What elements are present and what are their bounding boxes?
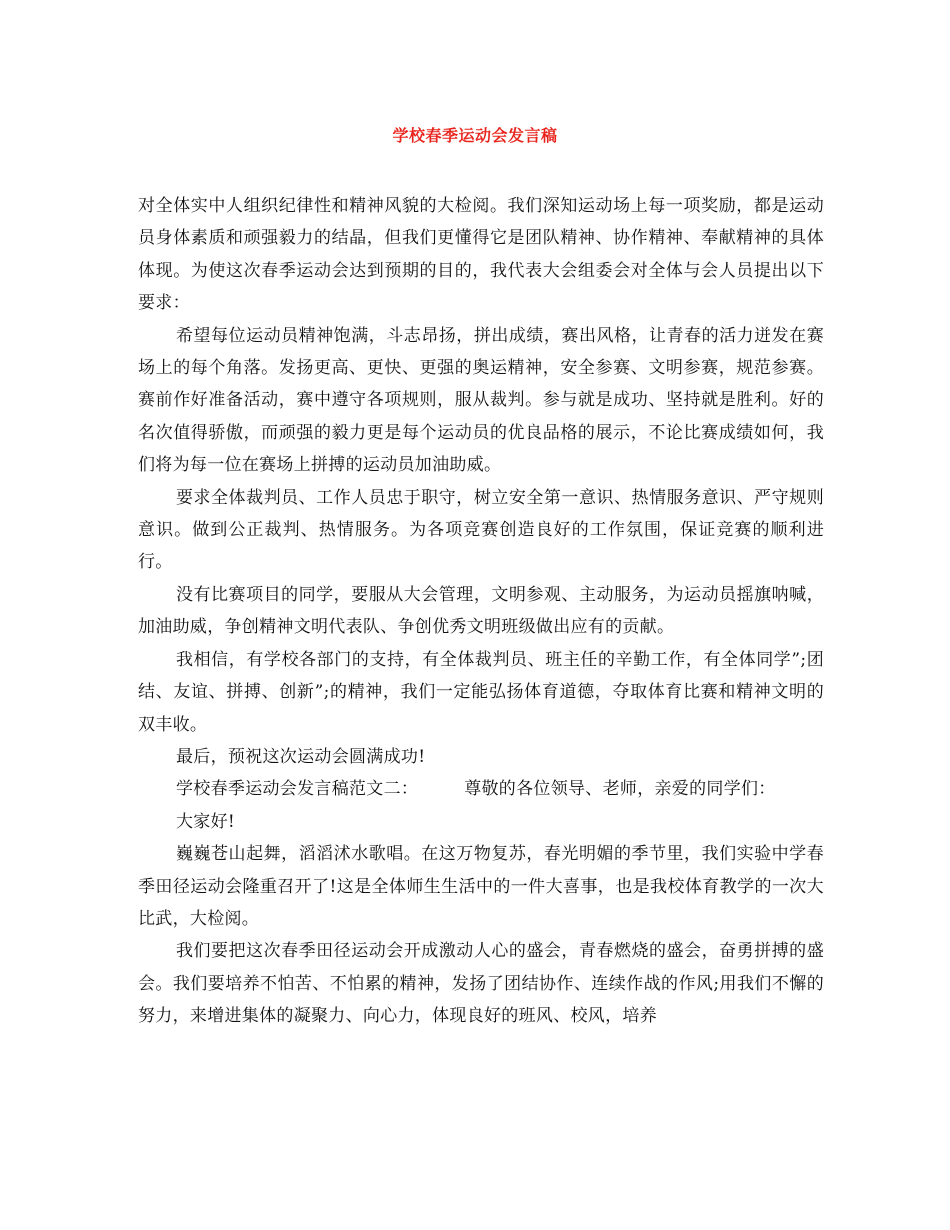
paragraph-confidence: 我相信，有学校各部门的支持，有全体裁判员、班主任的辛勤工作，有全体同学”;团结、友谊、拼搏、创新”;的精神，我们一定能弘扬体育道德，夺取体育比赛和精神文明的双丰收。 <box>138 649 824 735</box>
sample-heading-row <box>138 773 824 805</box>
salutation: 尊敬的各位领导、老师，亲爱的同学们： <box>464 779 776 800</box>
greeting: 大家好! <box>176 811 236 832</box>
paragraph-closing: 最后，预祝这次运动会圆满成功! <box>176 746 426 767</box>
sample-heading: 学校春季运动会发言稿范文二： <box>176 779 419 800</box>
paragraph-spectators: 没有比赛项目的同学，要服从大会管理，文明参观、主动服务，为运动员摇旗呐喊，加油助威，争创精神文明代表队、争创优秀文明班级做出应有的贡献。 <box>138 584 824 638</box>
document-title: 学校春季运动会发言稿 <box>392 126 558 145</box>
paragraph-athletes: 希望每位运动员精神饱满，斗志昂扬，拼出成绩，赛出风格，让青春的活力迸发在赛场上的每个角落。发扬更高、更快、更强的奥运精神，安全参赛、文明参赛，规范参赛。赛前作好准备活动，赛中遵守各项规则，服从裁判。参与就是成功、坚持就是胜利。好的名次值得骄傲，而顽强的毅力更是每个运动员的优良品格的展示，不论比赛成绩如何，我们将为每一位在赛场上拼搏的运动员加油助威。 <box>138 325 824 476</box>
paragraph-opening: 巍巍苍山起舞，滔滔沭水歌唱。在这万物复苏，春光明媚的季节里，我们实验中学春季田径运动会隆重召开了!这是全体师生生活中的一件大喜事，也是我校体育教学的一次大比武，大检阅。 <box>138 844 824 929</box>
paragraph-intro: 对全体实中人组织纪律性和精神风貌的大检阅。我们深知运动场上每一项奖励，都是运动员身体素质和顽强毅力的结晶，但我们更懂得它是团队精神、协作精神、奉献精神的具体体现。为使这次春季运动会达到预期的目的，我代表大会组委会对全体与会人员提出以下要求： <box>138 196 824 314</box>
paragraph-goals: 我们要把这次春季田径运动会开成激动人心的盛会，青春燃烧的盛会，奋勇拼搏的盛会。我们要培养不怕苦、不怕累的精神，发扬了团结协作、连续作战的作风;用我们不懈的努力，来增进集体的凝聚力、向心力，体现良好的班风、校风，培养 <box>138 941 824 1027</box>
document-body <box>138 190 824 1033</box>
paragraph-referees: 要求全体裁判员、工作人员忠于职守，树立安全第一意识、热情服务意识、严守规则意识。做到公正裁判、热情服务。为各项竞赛创造良好的工作氛围，保证竞赛的顺利进行。 <box>138 487 824 573</box>
